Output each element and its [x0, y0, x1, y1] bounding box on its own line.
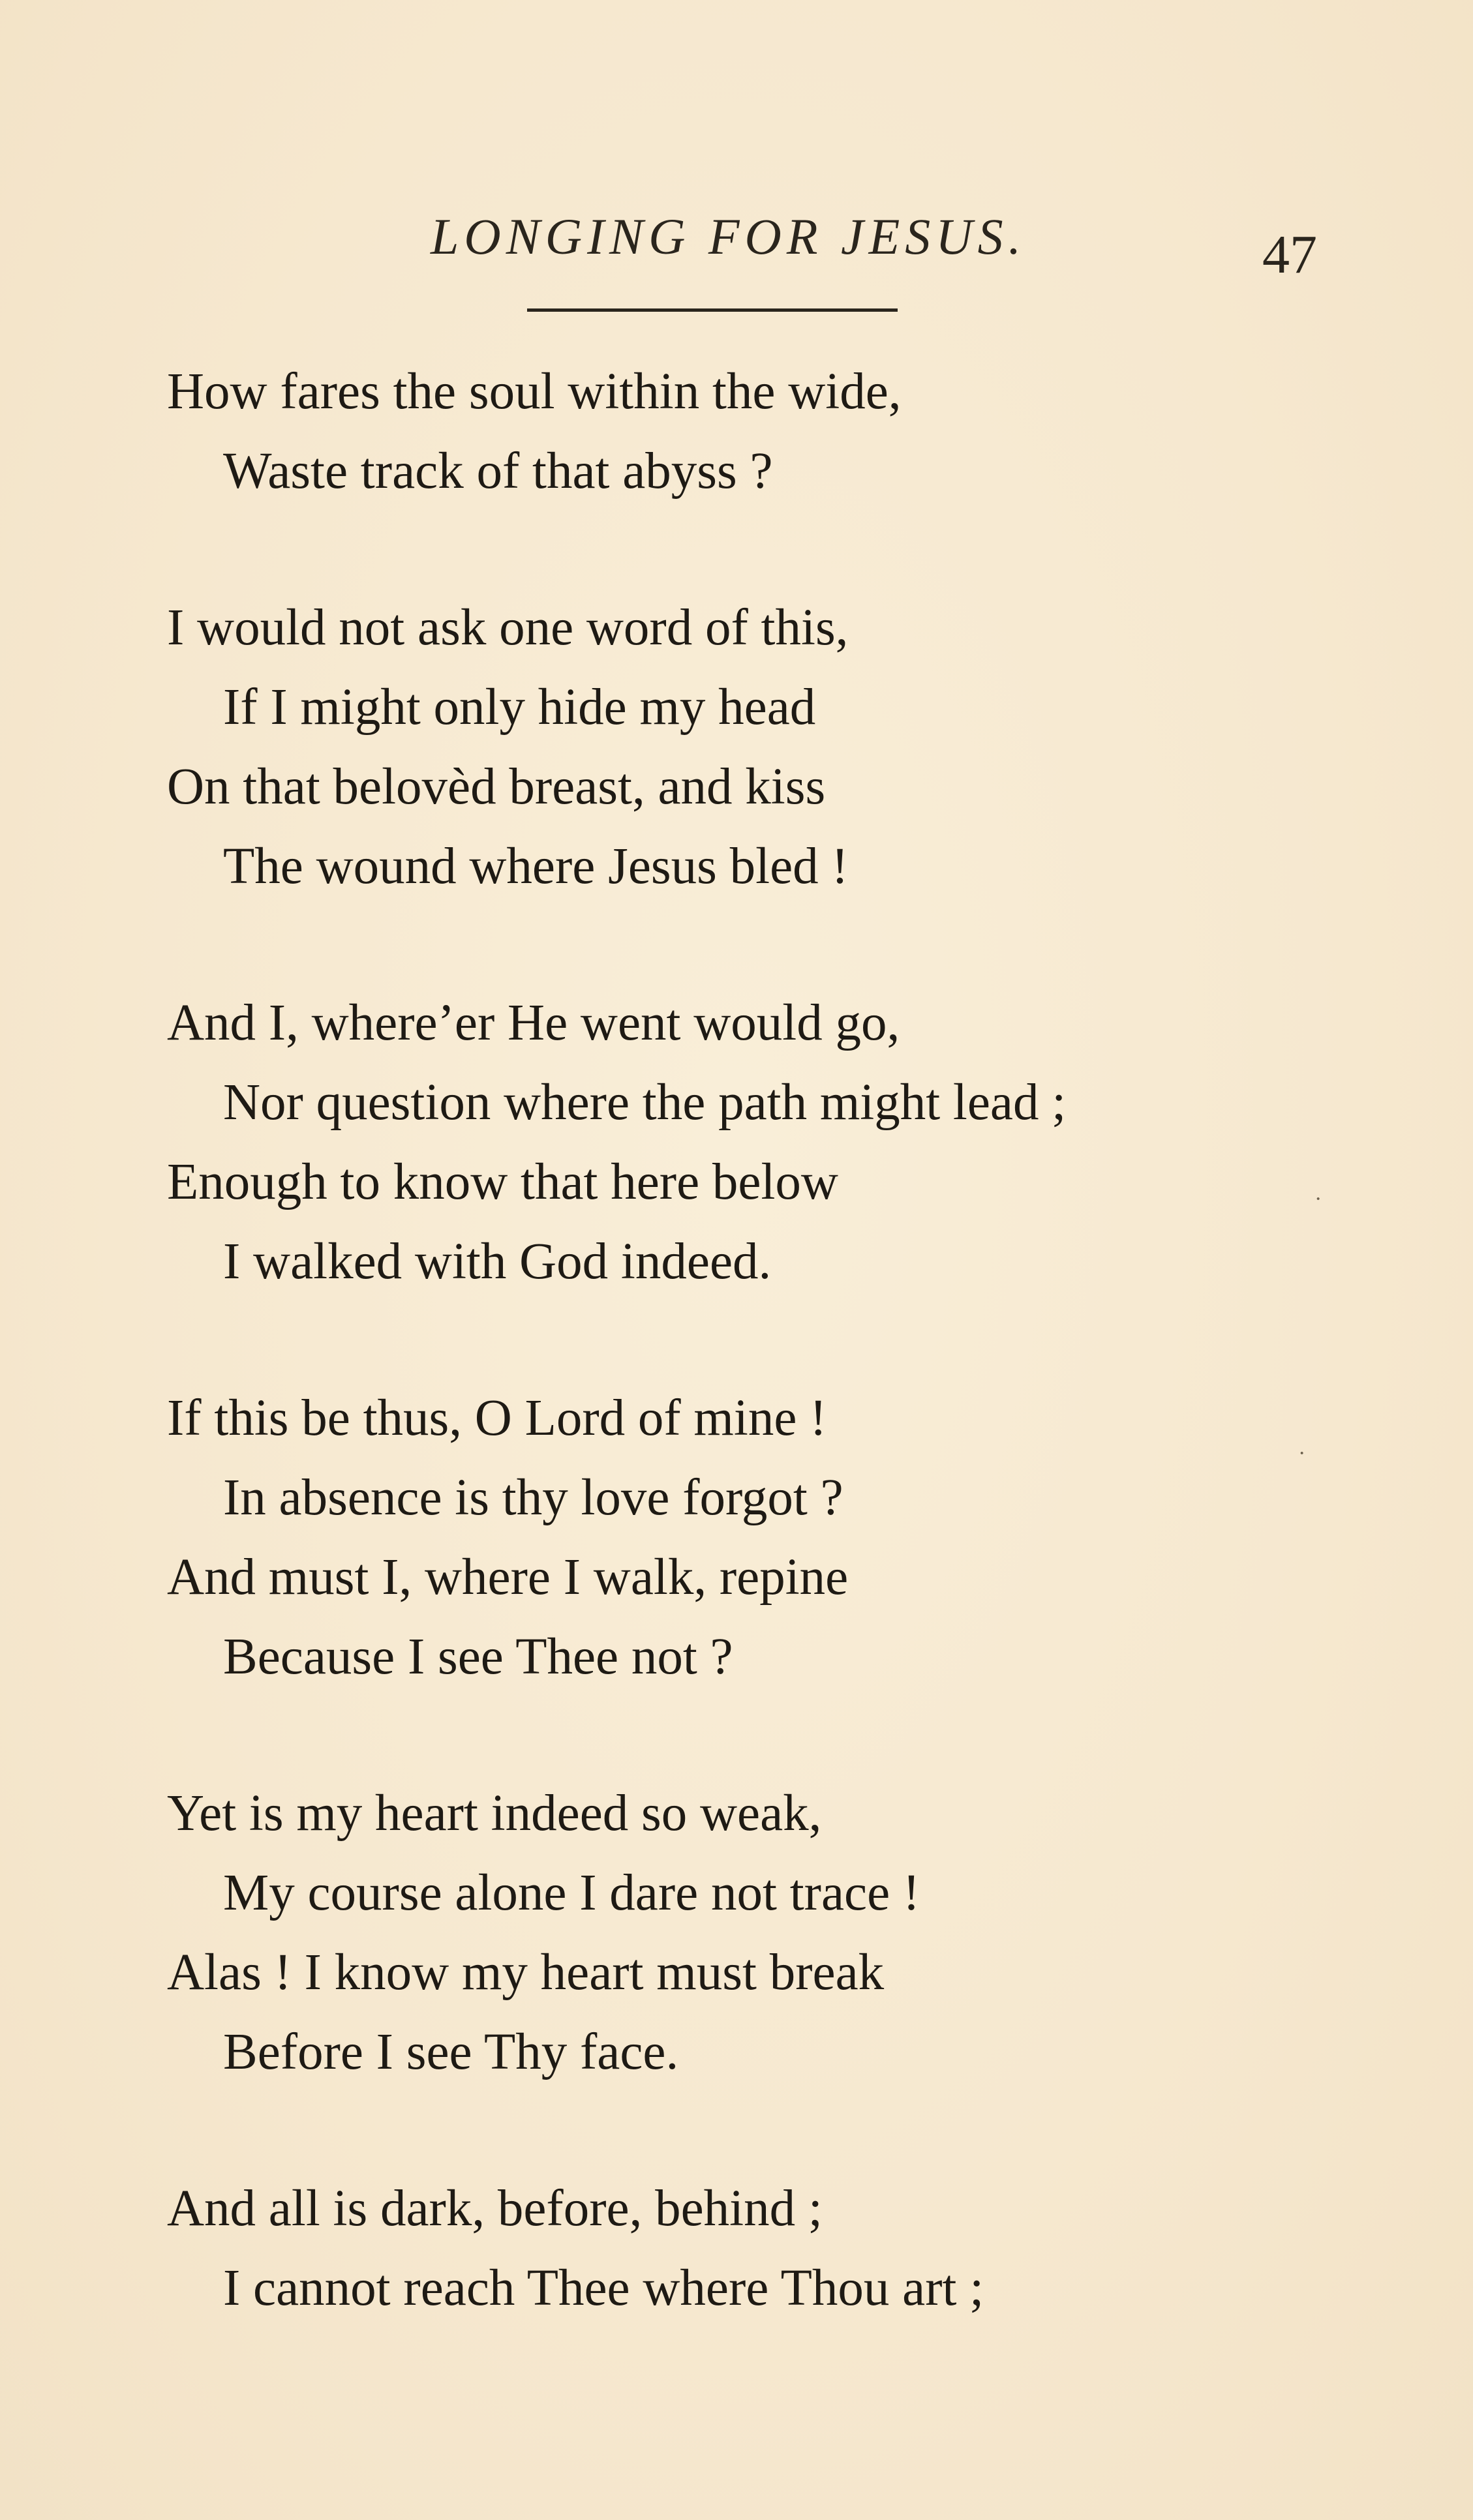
poem-body [167, 352, 1289, 2405]
poem-line: Before I see Thy face. [223, 2024, 679, 2080]
poem-line: Nor question where the path might lead ; [223, 1074, 1067, 1131]
poem-line: On that belovèd breast, and kiss [167, 758, 826, 815]
stanza [167, 1379, 1289, 1697]
poem-line: I would not ask one word of this, [167, 599, 849, 656]
poem-line: And I, where’er He went would go, [167, 995, 900, 1051]
stanza [167, 2169, 1289, 2328]
poem-line: If I might only hide my head [223, 679, 816, 736]
poem-line: My course alone I dare not trace ! [223, 1865, 920, 1921]
header-rule [527, 308, 898, 312]
poem-line: If this be thus, O Lord of mine ! [167, 1390, 827, 1447]
poem-line: And must I, where I walk, repine [167, 1549, 849, 1606]
running-title: LONGING FOR JESUS. [431, 208, 1027, 265]
page-number: 47 [1262, 224, 1317, 285]
poem-line: Waste track of that abyss ? [223, 443, 773, 500]
poem-line: Enough to know that here below [167, 1154, 838, 1210]
print-speck: · [1314, 1187, 1322, 1211]
stanza [167, 983, 1289, 1302]
stanza [167, 1774, 1289, 2092]
poem-line: Alas ! I know my heart must break [167, 1944, 885, 2001]
print-speck: · [1298, 1441, 1306, 1465]
poem-line: Yet is my heart indeed so weak, [167, 1785, 822, 1842]
poem-line: The wound where Jesus bled ! [223, 838, 849, 895]
poem-line: And all is dark, before, behind ; [167, 2180, 823, 2237]
poem-line: I walked with God indeed. [223, 1233, 772, 1290]
poem-line: I cannot reach Thee where Thou art ; [223, 2260, 984, 2317]
poem-line: Because I see Thee not ? [223, 1628, 733, 1685]
poem-line: In absence is thy love forgot ? [223, 1469, 843, 1526]
stanza [167, 588, 1289, 907]
stanza [167, 352, 1289, 511]
poem-line: How fares the soul within the wide, [167, 363, 902, 420]
